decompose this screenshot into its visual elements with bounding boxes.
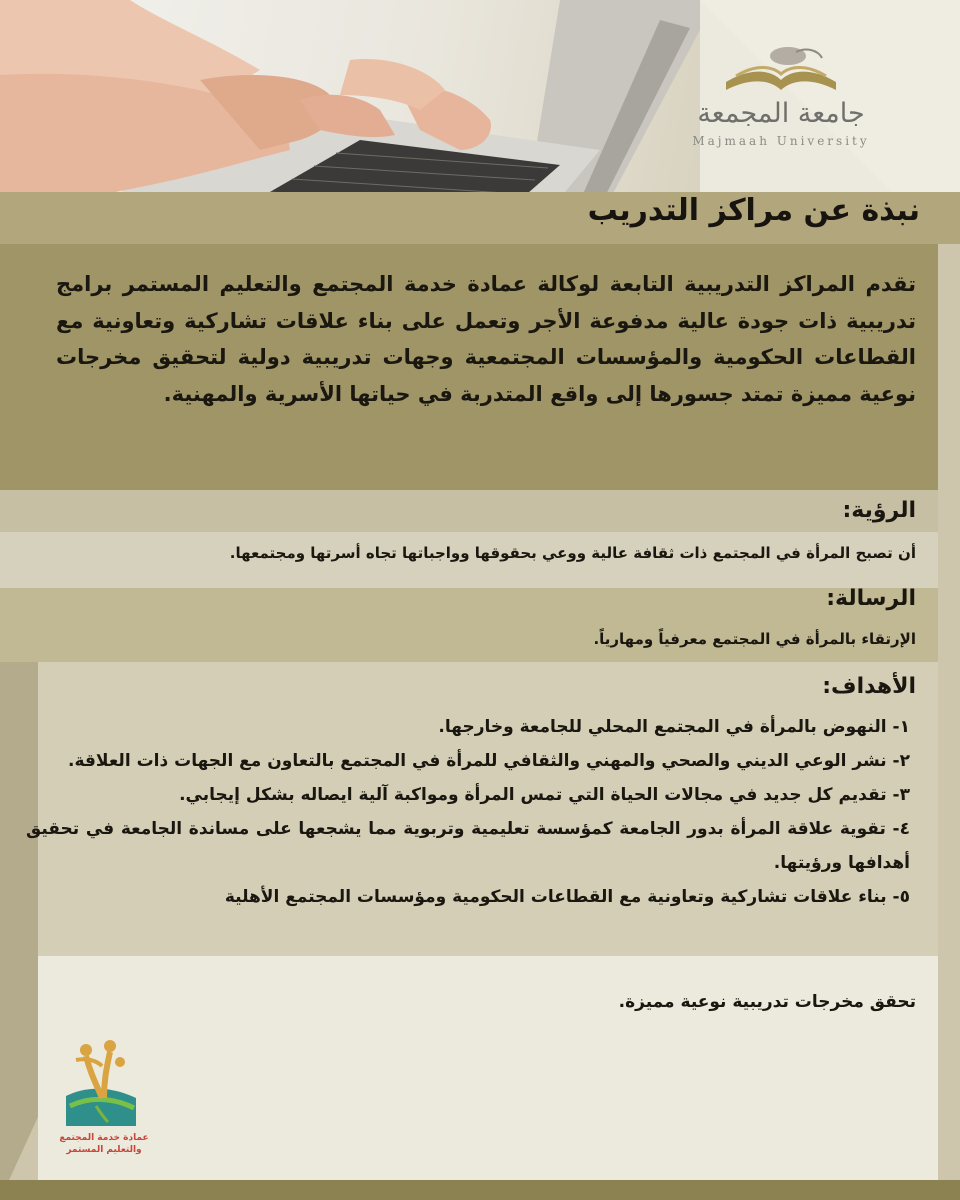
vision-text: أن تصبح المرأة في المجتمع ذات ثقافة عالية ووعي بحقوقها وواجباتها تجاه أسرتها ومجتمعها. bbox=[229, 544, 916, 562]
deanship-logo bbox=[56, 1036, 152, 1166]
page-title: نبذة عن مراكز التدريب bbox=[587, 193, 920, 228]
mission-band bbox=[0, 588, 938, 662]
goal-number: ١- bbox=[892, 717, 910, 737]
goal-item bbox=[26, 710, 916, 744]
logo-arabic-name: جامعة المجمعة bbox=[697, 98, 865, 129]
deanship-name bbox=[56, 1132, 152, 1156]
goals-tail-line: تحقق مخرجات تدريبية نوعية مميزة. bbox=[618, 992, 916, 1012]
about-paragraph: تقدم المراكز التدريبية التابعة لوكالة عمادة خدمة المجتمع والتعليم المستمر برامج تدريبية ذات جودة عالية مدفوعة الأجر وتعمل على بناء علاقات تشاركية وتعاونية مع القطاعات الحكومية والمؤسسات المجتمعية وجهات تدريبية دولية لتحقيق مخرجات نوعية مميزة تمتد جسورها إلى واقع المتدربة في حياتها الأسرية والمهنية. bbox=[56, 272, 916, 406]
goal-text: النهوض بالمرأة في المجتمع المحلي للجامعة وخارجها. bbox=[438, 717, 887, 737]
deanship-line-1: عمادة خدمة المجتمع bbox=[59, 1133, 149, 1143]
goal-item bbox=[26, 778, 916, 812]
logo-english-name: Majmaah University bbox=[692, 134, 870, 148]
university-logo bbox=[676, 42, 886, 154]
goal-number: ٢- bbox=[892, 751, 910, 771]
goal-text: بناء علاقات تشاركية وتعاونية مع القطاعات الحكومية ومؤسسات المجتمع الأهلية bbox=[224, 887, 887, 907]
goal-text: تقديم كل جديد في مجالات الحياة التي تمس المرأة ومواكبة آلية ايصاله بشكل إيجابي. bbox=[179, 785, 887, 805]
goals-list bbox=[26, 710, 916, 914]
deanship-line-2: والتعليم المستمر bbox=[66, 1145, 142, 1155]
vision-heading-band bbox=[0, 490, 938, 532]
vision-heading: الرؤية: bbox=[842, 498, 916, 523]
footer-band bbox=[38, 956, 938, 1180]
goal-text: نشر الوعي الديني والصحي والمهني والثقافي للمرأة في المجتمع بالتعاون مع الجهات ذات العلاقة. bbox=[68, 751, 887, 771]
goal-item bbox=[26, 880, 916, 914]
goal-text: تقوية علاقة المرأة بدور الجامعة كمؤسسة تعليمية وتربوية مما يشجعها على مساندة الجامعة في تحقيق أهدافها ورؤيتها. bbox=[26, 819, 910, 873]
mission-heading: الرسالة: bbox=[826, 586, 916, 611]
open-book-icon bbox=[676, 42, 886, 102]
goals-heading: الأهداف: bbox=[822, 674, 916, 699]
goal-number: ٥- bbox=[892, 887, 910, 907]
mission-text: الإرتقاء بالمرأة في المجتمع معرفياً ومهارياً. bbox=[593, 630, 916, 648]
right-gutter bbox=[938, 244, 960, 1180]
goal-number: ٤- bbox=[892, 819, 910, 839]
goal-item bbox=[26, 744, 916, 778]
goal-number: ٣- bbox=[892, 785, 910, 805]
deanship-emblem-icon bbox=[56, 1036, 152, 1132]
goal-item bbox=[26, 812, 916, 880]
bottom-strip bbox=[0, 1180, 960, 1200]
